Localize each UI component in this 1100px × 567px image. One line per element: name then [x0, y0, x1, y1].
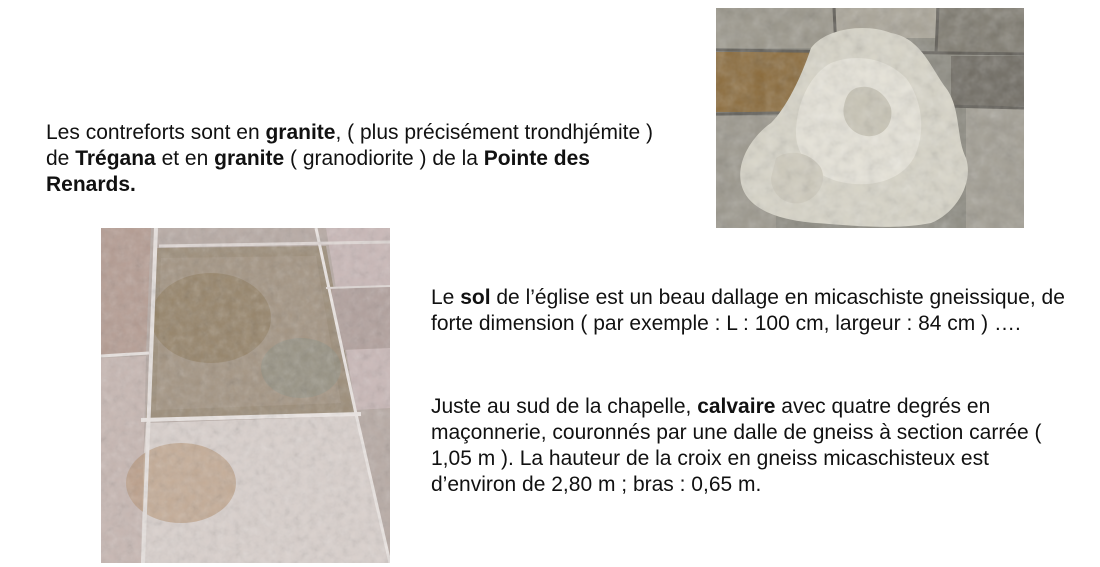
text-run: et en: [155, 147, 215, 170]
paragraph-sol: [431, 285, 1071, 337]
paragraph-calvaire: [431, 394, 1071, 498]
granite-wall-photo: [716, 8, 1024, 228]
bold-calvaire: calvaire: [697, 395, 776, 418]
paragraph-sol-text: [431, 285, 1071, 337]
bold-granite: granite: [265, 121, 336, 144]
text-run: avec quatre degrés en maçonnerie, couronnés par une dalle de gneiss à section carrée ( 1,05 m ). La hauteur de la croix en gneiss micaschisteux est d’environ de 2,80 m ; bras : 0,65 m.: [431, 395, 1042, 496]
floor-slabs-image: [101, 228, 390, 563]
text-run: , ( plus précisément trondhjémite ) de: [46, 121, 653, 170]
bold-granite: granite: [214, 147, 285, 170]
bold-sol: sol: [460, 286, 491, 309]
bold-pointe-des-renards: Pointe des Renards.: [46, 147, 590, 196]
paragraph-contreforts: [46, 120, 666, 198]
text-run: ( granodiorite ) de la: [284, 147, 484, 170]
floor-slabs-photo: [101, 228, 390, 563]
bold-tregana: Trégana: [75, 147, 156, 170]
text-run: de l’église est un beau dallage en micaschiste gneissique, de forte dimension ( par exemple : L : 100 cm, largeur : 84 cm ) ….: [431, 286, 1065, 335]
text-run: Le: [431, 286, 461, 309]
paragraph-contreforts-text: [46, 120, 666, 198]
granite-wall-image: [716, 8, 1024, 228]
paragraph-calvaire-text: [431, 394, 1071, 498]
text-run: Les contreforts sont en: [46, 121, 266, 144]
text-run: Juste au sud de la chapelle,: [431, 395, 698, 418]
